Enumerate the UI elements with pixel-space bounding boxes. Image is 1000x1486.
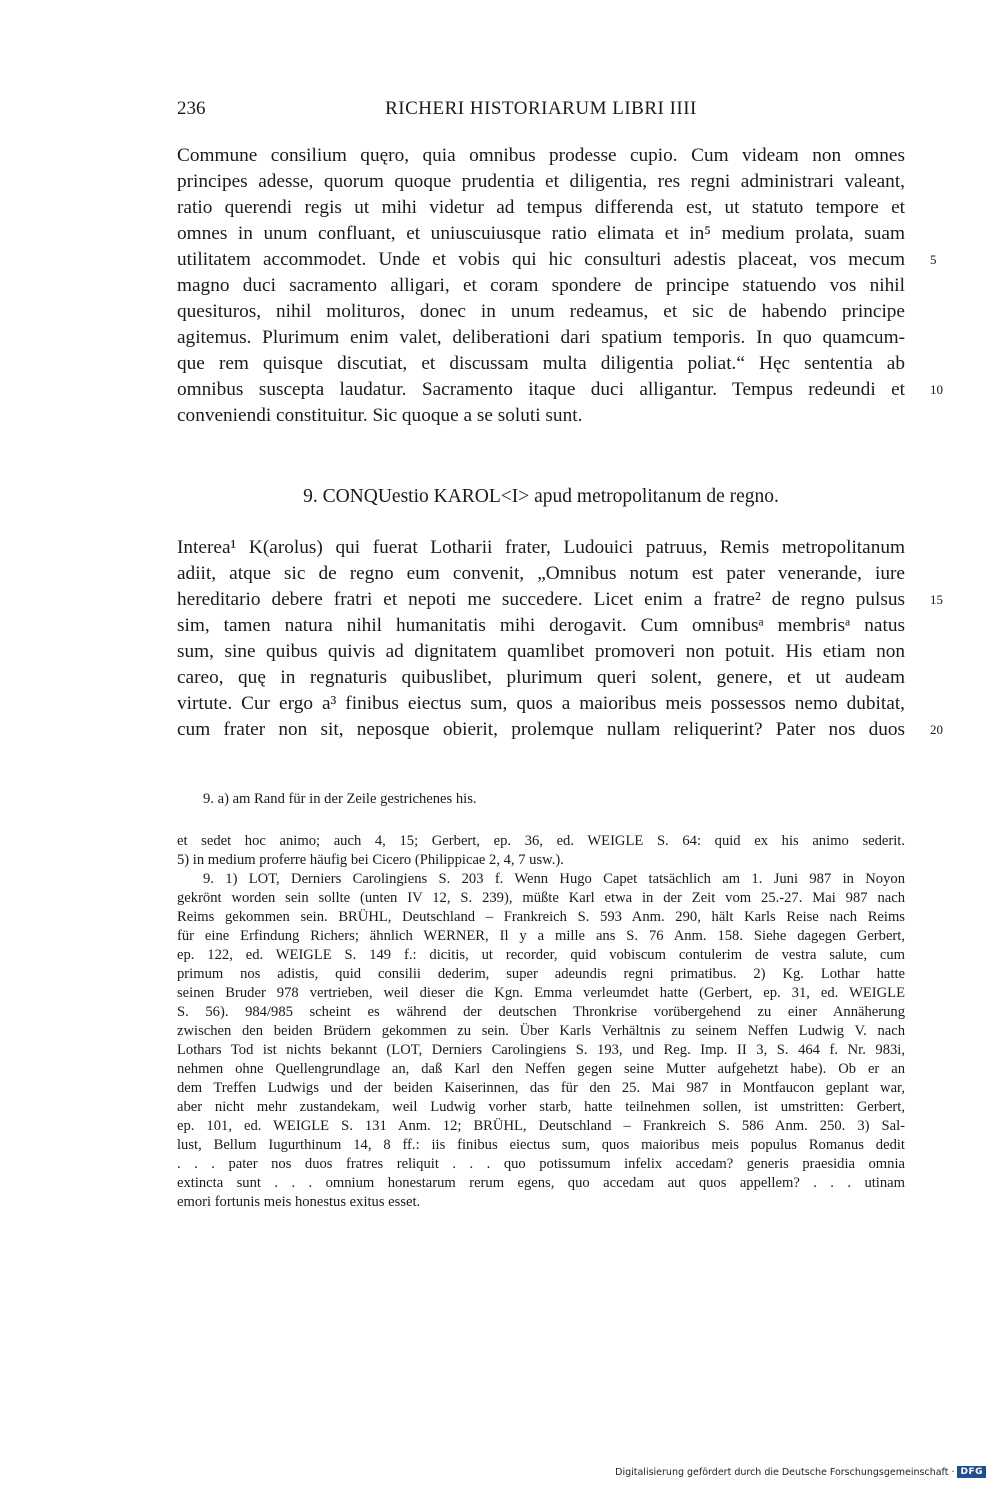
footnote-line: emori fortunis meis honestus exitus esset. xyxy=(177,1194,421,1210)
text-line: omnibus suscepta laudatur. Sacramento itaque duci alligantur. Tempus redeundi et xyxy=(177,379,905,400)
text-line: principes adesse, quorum quoque prudentia et diligentia, res regni administrari valeant, xyxy=(177,171,905,192)
text-line: careo, quę in regnaturis quibuslibet, plurimum queri solent, genere, et ut audeam xyxy=(177,667,905,688)
footnote-line: . . . pater nos duos fratres reliquit . . . quo potissumum infelix accedam? generis praesidia omnia xyxy=(177,1156,905,1172)
text-line: Interea¹ K(arolus) qui fuerat Lotharii frater, Ludouici patruus, Remis metropolitanum xyxy=(177,537,905,558)
text-line: conveniendi constituitur. Sic quoque a se soluti sunt. xyxy=(177,405,583,426)
text-line: agitemus. Plurimum enim valet, deliberationi dari spatium temporis. In quo quamcum- xyxy=(177,327,905,348)
text-line: sum, sine quibus quivis ad dignitatem quamlibet promoveri non potuit. His etiam non xyxy=(177,641,905,662)
footnote-line: Lothars Tod ist nichts bekannt (LOT, Derniers Carolingiens S. 193, und Reg. Imp. II 3, S. 464 f. Nr. 983i, xyxy=(177,1042,905,1058)
footnote-line: lust, Bellum Iugurthinum 14, 8 ff.: iis finibus eiectus sum, quos maioribus meis populus Romanus dedit xyxy=(177,1137,905,1153)
footnote-line: 5) in medium proferre häufig bei Cicero (Philippicae 2, 4, 7 usw.). xyxy=(177,852,564,868)
running-title: RICHERI HISTORIARUM LIBRI IIII xyxy=(385,98,697,119)
footnote-line: S. 56). 984/985 scheint es während der deutschen Thronkrise vorübergehend zu einer Annäherung xyxy=(177,1004,905,1020)
text-line: utilitatem accommodet. Unde et vobis qui hic consulturi adestis placeat, vos mecum xyxy=(177,249,905,270)
footnote-a: 9. a) am Rand für in der Zeile gestrichenes his. xyxy=(203,791,477,807)
line-number: 20 xyxy=(930,722,943,737)
footnote-line: für eine Erfindung Richers; ähnlich WERNER, Il y a mille ans S. 76 Anm. 158. Siehe dagegen Gerbert, xyxy=(177,928,905,944)
page-number: 236 xyxy=(177,98,206,119)
text-line: virtute. Cur ergo a³ finibus eiectus sum, quos a maioribus meis possessos nemo dubitat, xyxy=(177,693,905,714)
line-number: 5 xyxy=(930,252,937,267)
footnote-line: et sedet hoc animo; auch 4, 15; Gerbert, ep. 36, ed. WEIGLE S. 64: quid ex his animo sederit. xyxy=(177,833,905,849)
text-line: adiit, atque sic de regno eum convenit, „Omnibus notum est pater venerande, iure xyxy=(177,563,905,584)
section-heading: 9. CONQUestio KAROL<I> apud metropolitanum de regno. xyxy=(303,486,779,507)
line-number: 15 xyxy=(930,592,943,607)
text-line: magno duci sacramento alligari, et coram spondere de principe statuendo vos nihil xyxy=(177,275,905,296)
footnote-line: zwischen den beiden Brüdern gekommen zu sein. Über Karls Verhältnis zu seinem Neffen Ludwig V. nach xyxy=(177,1023,905,1039)
text-line: sim, tamen natura nihil humanitatis mihi derogavit. Cum omnibusᵃ membrisᵃ natus xyxy=(177,615,905,636)
footnote-line: ep. 101, ed. WEIGLE S. 131 Anm. 12; BRÜHL, Deutschland – Frankreich S. 586 Anm. 250. 3) Sal- xyxy=(177,1118,905,1134)
footnote-line: dem Treffen Ludwigs und der beiden Kaiserinnen, das für den 25. Mai 987 in Montfaucon geplant war, xyxy=(177,1080,905,1096)
text-line: hereditario debere fratri et nepoti me succedere. Licet enim a fratre² de regno pulsus xyxy=(177,589,905,610)
text-line: Commune consilium quęro, quia omnibus prodesse cupio. Cum videam non omnes xyxy=(177,145,905,166)
text-line: ratio querendi regis ut mihi videtur ad tempus differenda est, ut statuto tempore et xyxy=(177,197,905,218)
footnote-line: gekrönt worden sein sollte (unten IV 12, S. 239), müßte Karl etwa in der Zeit vom 25.-27. Mai 987 nach xyxy=(177,890,905,906)
footnote-line: aber nicht mehr zustandekam, weil Ludwig vorher starb, hatte teilnehmen sollen, ist umstritten: Gerbert, xyxy=(177,1099,905,1115)
text-line: omnes in unum confluant, et uniuscuiusque ratio elimata et in⁵ medium prolata, suam xyxy=(177,223,905,244)
text-line: que rem quisque discutiat, et discussam multa diligentia poliat.“ Hęc sententia ab xyxy=(177,353,905,374)
footnote-line: ep. 122, ed. WEIGLE S. 149 f.: dicitis, ut recorder, quid vobiscum contulerim de vestra salute, cum xyxy=(177,947,905,963)
line-number: 10 xyxy=(930,382,943,397)
text-line: quesituros, nihil molituros, donec in unum redeamus, et sic de habendo principe xyxy=(177,301,905,322)
page-header xyxy=(177,98,905,124)
digitization-credit: Digitalisierung gefördert durch die Deutsche Forschungsgemeinschaft · DFG xyxy=(615,1466,986,1478)
footnote-line: 9. 1) LOT, Derniers Carolingiens S. 203 f. Wenn Hugo Capet tatsächlich am 1. Juni 987 in Noyon xyxy=(203,871,905,887)
footnote-line: seinen Bruder 978 vertrieben, weil dieser die Kgn. Emma verleumdet hatte (Gerbert, ep. 31, ed. WEIGLE xyxy=(177,985,905,1001)
footnote-line: primum nos adistis, quid consilii dederim, super adeundis regni primatibus. 2) Kg. Lothar hatte xyxy=(177,966,905,982)
footnote-line: extincta sunt . . . omnium honestarum rerum egens, quo accedam aut quos appellem? . . . utinam xyxy=(177,1175,905,1191)
footnote-line: nehmen ohne Quellengrundlage an, daß Karl den Neffen gegen seine Mutter aufgehetzt habe). Ob er an xyxy=(177,1061,905,1077)
credit-text: Digitalisierung gefördert durch die Deutsche Forschungsgemeinschaft xyxy=(615,1466,949,1478)
dfg-logo: DFG xyxy=(957,1466,986,1478)
footnote-line: Reims gekommen sein. BRÜHL, Deutschland – Frankreich S. 593 Anm. 290, hält Karls Reise nach Reims xyxy=(177,909,905,925)
text-line: cum frater non sit, neposque obierit, prolemque nullam reliquerint? Pater nos duos xyxy=(177,719,905,740)
